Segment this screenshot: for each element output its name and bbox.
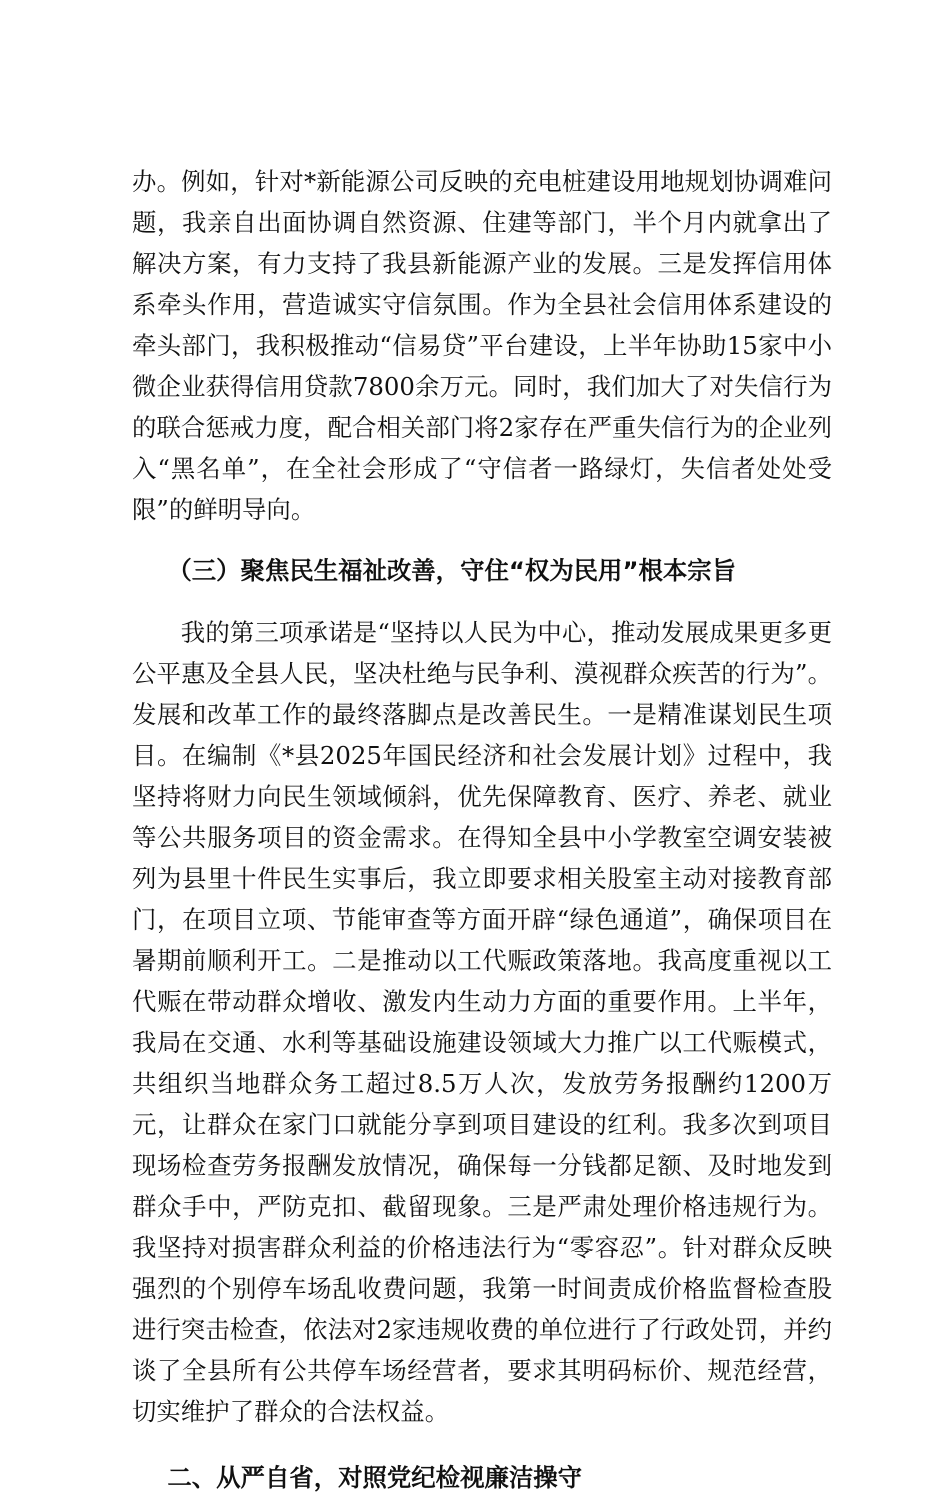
body-paragraph-continued: 办。例如，针对*新能源公司反映的充电桩建设用地规划协调难问题，我亲自出面协调自然资源、住建等部门，半个月内就拿出了解决方案，有力支持了我县新能源产业的发展。三是发挥信用体系牵头作用，营造诚实守信氛围。作为全县社会信用体系建设的牵头部门，我积极推动“信易贷”平台建设，上半年协助15家中小微企业获得信用贷款7800余万元。同时，我们加大了对失信行为的联合惩戒力度，配合相关部门将2家存在严重失信行为的企业列入“黑名单”，在全社会形成了“守信者一路绿灯，失信者处处受限”的鲜明导向。 [132,167,832,524]
document-body [132,161,832,1498]
chapter-heading-two: 二、从严自省，对照党纪检视廉洁操守 [167,1463,583,1492]
body-paragraph-commitment-three: 我的第三项承诺是“坚持以人民为中心，推动发展成果更多更公平惠及全县人民，坚决杜绝与民争利、漠视群众疾苦的行为”。发展和改革工作的最终落脚点是改善民生。一是精准谋划民生项目。在编制《*县2025年国民经济和社会发展计划》过程中，我坚持将财力向民生领域倾斜，优先保障教育、医疗、养老、就业等公共服务项目的资金需求。在得知全县中小学教室空调安装被列为县里十件民生实事后，我立即要求相关股室主动对接教育部门，在项目立项、节能审查等方面开辟“绿色通道”，确保项目在暑期前顺利开工。二是推动以工代赈政策落地。我高度重视以工代赈在带动群众增收、激发内生动力方面的重要作用。上半年，我局在交通、水利等基础设施建设领域大力推广以工代赈模式，共组织当地群众务工超过8.5万人次，发放劳务报酬约1200万元，让群众在家门口就能分享到项目建设的红利。我多次到项目现场检查劳务报酬发放情况，确保每一分钱都足额、及时地发到群众手中，严防克扣、截留现象。三是严肃处理价格违规行为。我坚持对损害群众利益的价格违法行为“零容忍”。针对群众反映强烈的个别停车场乱收费问题，我第一时间责成价格监督检查股进行突击检查，依法对2家违规收费的单位进行了行政处罚，并约谈了全县所有公共停车场经营者，要求其明码标价、规范经营，切实维护了群众的合法权益。 [132,618,832,1426]
section-heading-three: （三）聚焦民生福祉改善，守住“权为民用”根本宗旨 [167,556,737,585]
